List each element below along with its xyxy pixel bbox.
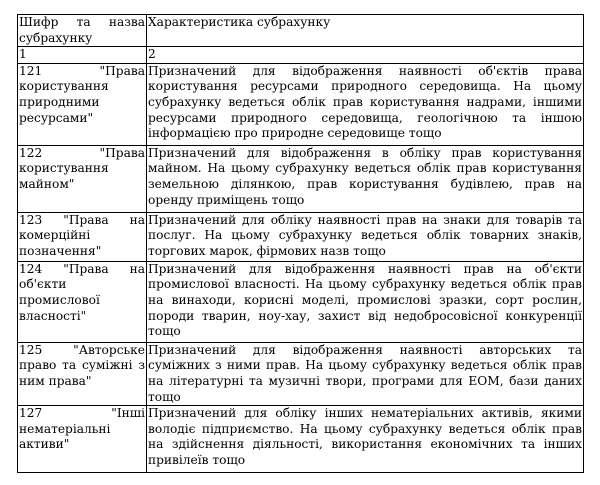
subaccount-code: 124 "Права на об'єкти промислової власності"	[18, 261, 147, 342]
table-row	[18, 342, 584, 405]
table-row	[18, 63, 584, 145]
table-row	[18, 212, 584, 261]
column-number-1: 1	[18, 47, 147, 64]
table-row	[18, 406, 584, 473]
subaccount-code: 125 "Авторське право та суміжні з ним права"	[18, 342, 147, 405]
column-number-2: 2	[147, 47, 584, 64]
table-numbering-row	[18, 47, 584, 64]
subaccount-description: Призначений для обліку наявності прав на знаки для товарів та послуг. На цьому субрахунку ведеться облік товарних знаків, торгових марок, фірмових назв тощо	[147, 212, 584, 261]
subaccount-table	[17, 14, 584, 473]
table-row	[18, 261, 584, 342]
table-row	[18, 145, 584, 212]
header-characteristic: Характеристика субрахунку	[147, 15, 584, 47]
subaccount-description: Призначений для відображення наявності об'єктів права користування ресурсами природного середовища. На цьому субрахунку ведеться облік прав користування надрами, іншими ресурсами природного середовища, геологічною та іншою інформацією про природне середовище тощо	[147, 63, 584, 145]
subaccount-description: Призначений для відображення в обліку прав користування майном. На цьому субрахунку ведеться облік прав користування земельною ділянкою, прав користування будівлею, прав на оренду приміщень тощо	[147, 145, 584, 212]
subaccount-description: Призначений для обліку інших нематеріальних активів, якими володіє підприємство. На цьому субрахунку ведеться облік прав на здійснення діяльності, використання економічних та інших привілеїв тощо	[147, 406, 584, 473]
subaccount-code: 121 "Права користування природними ресурсами"	[18, 63, 147, 145]
subaccount-description: Призначений для відображення наявності прав на об'єкти промислової власності. На цьому субрахунку ведеться облік прав на винаходи, корисні моделі, промислові зразки, сорт рослин, породи тварин, ноу-хау, захист від недобросовісної конкуренції тощо	[147, 261, 584, 342]
subaccount-code: 123 "Права на комерційні позначення"	[18, 212, 147, 261]
subaccount-code: 127 "Інші нематеріальні активи"	[18, 406, 147, 473]
subaccount-description: Призначений для відображення наявності авторських та суміжних з ними прав. На цьому субрахунку ведеться облік прав на літературні та музичні твори, програми для ЕОМ, бази даних тощо	[147, 342, 584, 405]
header-code-name: Шифр та назва субрахунку	[18, 15, 147, 47]
table-header-row	[18, 15, 584, 47]
subaccount-code: 122 "Права користування майном"	[18, 145, 147, 212]
